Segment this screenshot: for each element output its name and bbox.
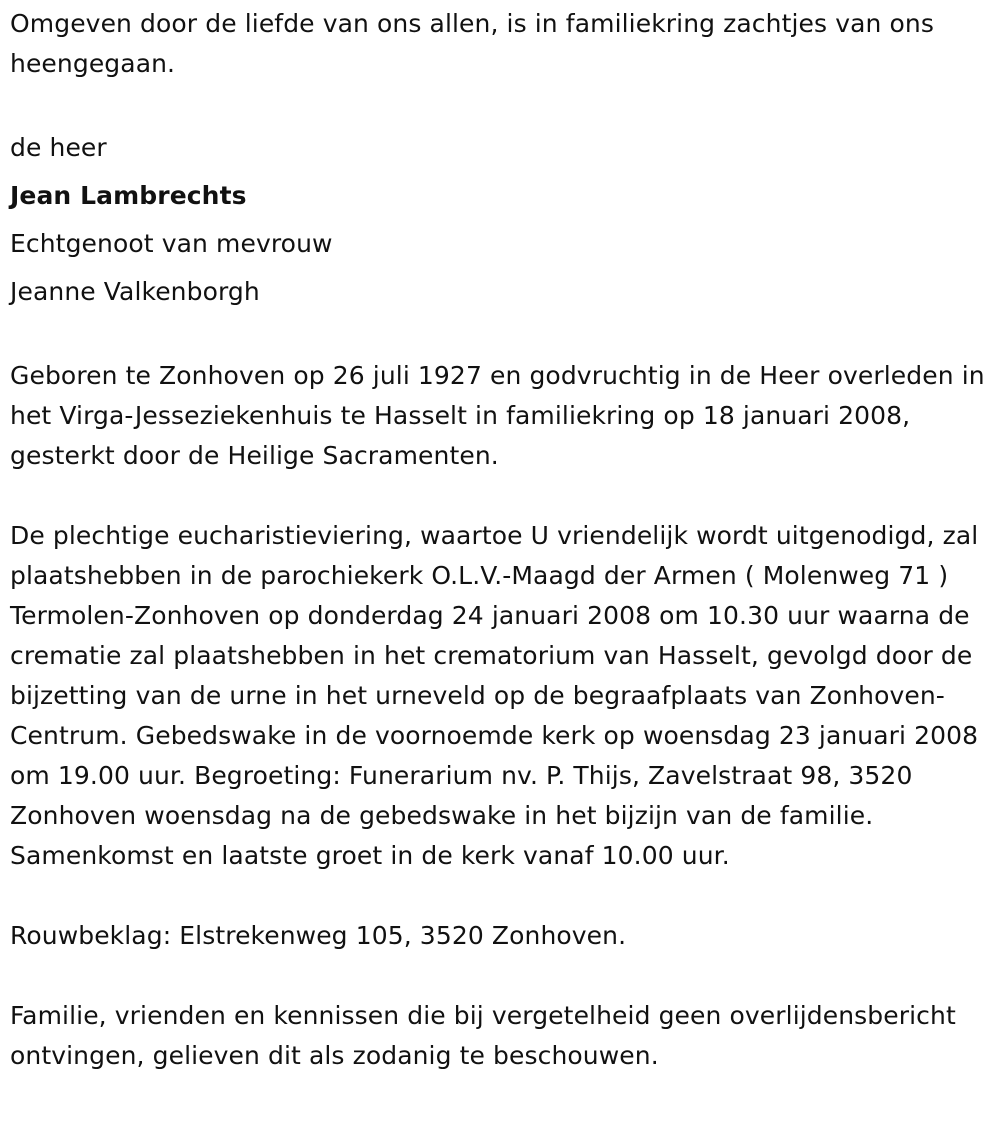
ceremony-paragraph: De plechtige eucharistieviering, waartoe U vriendelijk wordt uitgenodigd, zal plaatshebben in de parochiekerk O.L.V.-Maagd der Armen ( Molenweg 71 ) Termolen-Zonhoven op donderdag 24 januari 2008 om 10.30 uur waarna de crematie zal plaatshebben in het crematorium van Hasselt, gevolgd door de bijzetting van de urne in het urneveld op de begraafplaats van Zonhoven-Centrum. Gebedswake in de voornoemde kerk op woensdag 23 januari 2008 om 19.00 uur. Begroeting: Funerarium nv. P. Thijs, Zavelstraat 98, 3520 Zonhoven woensdag na de gebedswake in het bijzijn van de familie. Samenkomst en laatste groet in de kerk vanaf 10.00 uur. bbox=[10, 521, 979, 870]
spacer bbox=[10, 956, 995, 996]
spacer bbox=[10, 476, 995, 516]
spacer bbox=[10, 876, 995, 916]
obituary-document bbox=[10, 4, 995, 1076]
intro-paragraph: Omgeven door de liefde van ons allen, is in familiekring zachtjes van ons heengegaan. bbox=[10, 9, 934, 78]
condolence-line: Rouwbeklag: Elstrekenweg 105, 3520 Zonhoven. bbox=[10, 921, 627, 950]
spacer bbox=[10, 84, 995, 124]
title-line: de heer bbox=[10, 133, 107, 162]
spouse-line-2: Jeanne Valkenborgh bbox=[10, 277, 260, 306]
spouse-line-1: Echtgenoot van mevrouw bbox=[10, 229, 333, 258]
deceased-name: Jean Lambrechts bbox=[10, 181, 247, 210]
spacer bbox=[10, 316, 995, 356]
closing-paragraph: Familie, vrienden en kennissen die bij vergetelheid geen overlijdensbericht ontvingen, gelieven dit als zodanig te beschouwen. bbox=[10, 1001, 956, 1070]
birth-paragraph: Geboren te Zonhoven op 26 juli 1927 en godvruchtig in de Heer overleden in het Virga-Jesseziekenhuis te Hasselt in familiekring op 18 januari 2008, gesterkt door de Heilige Sacramenten. bbox=[10, 361, 985, 470]
